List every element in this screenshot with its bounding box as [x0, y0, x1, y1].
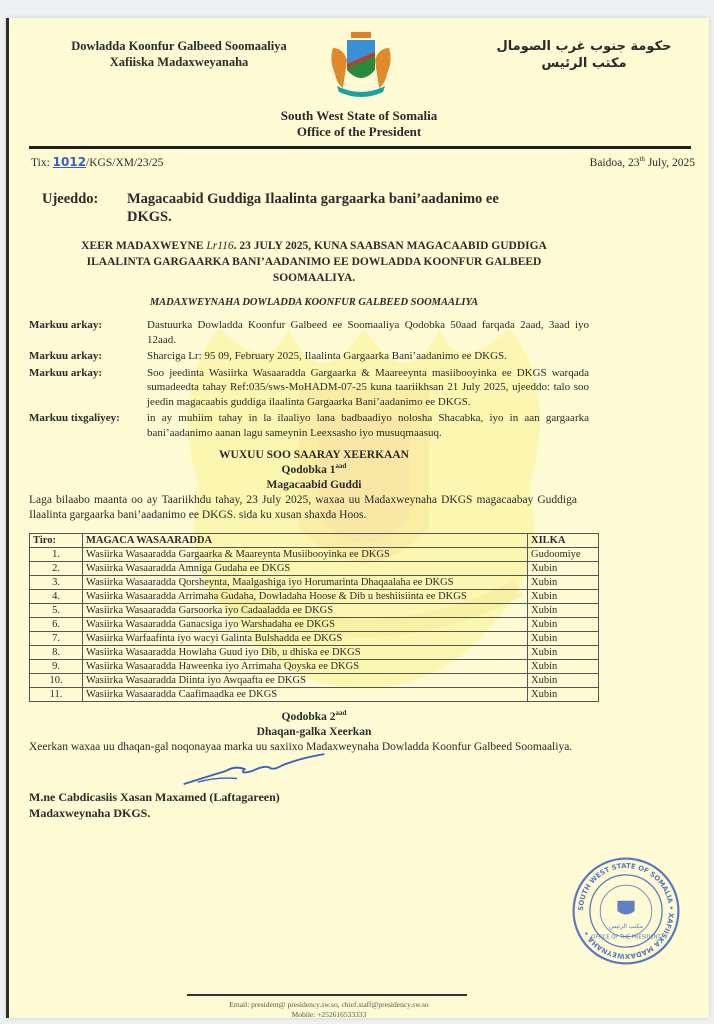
ministry-name: Wasiirka Wasaaradda Howlaha Guud iyo Dib, u dhiska ee DKGS	[83, 646, 528, 660]
reference-number	[31, 155, 163, 169]
row-number: 11.	[30, 688, 83, 702]
member-role: Gudoomiye	[528, 548, 599, 562]
header-left-block	[49, 38, 309, 70]
subject-block	[42, 190, 599, 226]
footer-divider	[187, 994, 467, 996]
header-divider	[29, 146, 691, 149]
table-row	[30, 674, 599, 688]
ministry-name: Wasiirka Wasaaradda Gargaarka & Maareynta Musiibooyinka ee DKGS	[83, 548, 528, 562]
clause-item	[29, 366, 589, 410]
ministry-name: Wasiirka Wasaaradda Amniga Gudaha ee DKGS	[83, 562, 528, 576]
section1-article	[104, 463, 524, 478]
member-role: Xubin	[528, 632, 599, 646]
clause-text: in ay muhiim tahay in la ilaaliyo lana badbaadiyo nolosha Shacabka, iyo in aan gargaarka bani’aadanimo aanan lagu sameynin Leexsasho iyo musuqmaasuq.	[147, 412, 589, 439]
date-rest: July, 2025	[644, 156, 695, 169]
ministry-name: Wasiirka Warfaafinta iyo wacyi Galinta Bulshadda ee DKGS	[83, 632, 528, 646]
ministry-name: Wasiirka Wasaaradda Qorsheynta, Maalgashiga iyo Horumarinta Dhaqaalaha ee DKGS	[83, 576, 528, 590]
section1-body: Laga bilaabo maanta oo ay Taariikhdu tahay, 23 July 2025, waxaa uu Madaxweynaha DKGS magacaabay Guddiga Ilaalinta gargaarka bani’aadanimo ee DKGS. sida ku xusan shaxda Hoos.	[29, 494, 577, 521]
ministry-name: Wasiirka Wasaaradda Garsoorka iyo Cadaaladda ee DKGS	[83, 604, 528, 618]
row-number: 3.	[30, 576, 83, 590]
member-role: Xubin	[528, 618, 599, 632]
document-page	[6, 18, 709, 1018]
document-body	[29, 190, 599, 821]
table-row	[30, 562, 599, 576]
header-state-name: Dowladda Koonfur Galbeed Soomaaliya	[71, 39, 287, 53]
stamp-arabic-text: مكتب الرئيس	[608, 923, 644, 931]
signatory-title: Madaxweynaha DKGS.	[29, 806, 151, 820]
table-row	[30, 632, 599, 646]
reference-suffix: /KGS/XM/23/25	[86, 157, 164, 169]
row-number: 4.	[30, 590, 83, 604]
header-office-name: Xafiiska Madaxweyanaha	[109, 55, 249, 69]
clause-item	[29, 349, 589, 364]
member-role: Xubin	[528, 604, 599, 618]
column-header-number: Tiro:	[30, 534, 83, 548]
clause-text: Dastuurka Dowladda Koonfur Galbeed ee Soomaaliya Qodobka 50aad farqada 2aad, 3aad iyo 12aad.	[147, 319, 589, 346]
date-place: Baidoa, 23	[589, 156, 640, 169]
member-role: Xubin	[528, 660, 599, 674]
header-office-name-english: Office of the President	[296, 124, 422, 139]
clause-label: Markuu arkay:	[29, 366, 103, 379]
decree-title-part3: . 23 JULY 2025, KUNA SAABSAN MAGACAABID GUDDIGA ILAALINTA GARGAARKA BANI’AADANIMO EE DOWLADDA KOONFUR GALBEED SOOMAALIYA.	[86, 240, 547, 284]
clause-label: Markuu tixgaliyey:	[29, 412, 120, 424]
subject-text: Magacaabid Guddiga Ilaalinta gargaarka bani’aadanimo ee DKGS.	[127, 191, 499, 225]
footer-mobile: Mobile: +252616533333	[291, 1010, 367, 1018]
clause-label: Markuu arkay:	[29, 350, 103, 362]
article-number: Qodobka 2	[281, 711, 336, 723]
decree-number: Lr116	[206, 240, 234, 252]
stamp-ring-text: SOUTH WEST STATE OF SOMALIA • XAFIISKA MADAXWEYNAHA •	[576, 861, 676, 961]
article-number: Qodobka 1	[281, 464, 336, 476]
stamp-inner-text: OFFICE OF THE PRESIDENT	[591, 934, 661, 941]
member-role: Xubin	[528, 562, 599, 576]
member-role: Xubin	[528, 576, 599, 590]
table-row	[30, 688, 599, 702]
table-header-row	[30, 534, 599, 548]
row-number: 9.	[30, 660, 83, 674]
table-row	[30, 548, 599, 562]
article-suffix: aad	[335, 709, 347, 718]
row-number: 5.	[30, 604, 83, 618]
row-number: 2.	[30, 562, 83, 576]
signature-area	[29, 755, 599, 789]
clause-text: Sharciga Lr: 95 09, February 2025, Ilaalinta Gargaarka Bani’aadanimo ee DKGS.	[147, 350, 507, 362]
decree-title	[54, 238, 574, 286]
footer-email: Email: president@ presidency.sw.so, chief.staff@presidency.sw.so	[229, 1000, 429, 1009]
section2-title: Dhaqan-galka Xeerkan	[256, 726, 372, 738]
date-suffix: th	[639, 155, 645, 163]
coat-of-arms-icon	[327, 30, 395, 100]
signatory-name: M.ne Cabdicasiis Xasan Maxamed (Laftagareen)	[29, 790, 280, 804]
section2-article	[104, 710, 524, 725]
row-number: 7.	[30, 632, 83, 646]
member-role: Xubin	[528, 688, 599, 702]
clause-label: Markuu arkay:	[29, 319, 103, 331]
signature-scribble-icon	[179, 751, 329, 791]
ministry-name: Wasiirka Wasaaradda Caafimaadka ee DKGS	[83, 688, 528, 702]
header-state-name-arabic: حكومة جنوب غرب الصومال	[496, 39, 672, 54]
president-line: MADAXWEYNAHA DOWLADDA KOONFUR GALBEED SOOMAALIYA	[149, 297, 479, 308]
row-number: 8.	[30, 646, 83, 660]
header-right-block-arabic	[469, 38, 699, 72]
row-number: 10.	[30, 674, 83, 688]
section1-heading-block	[104, 448, 524, 493]
table-row	[30, 604, 599, 618]
section1-heading: WUXUU SOO SAARAY XEERKAAN	[219, 449, 409, 461]
clause-item	[29, 318, 589, 347]
table-row	[30, 660, 599, 674]
article-suffix: aad	[335, 462, 347, 471]
member-role: Xubin	[528, 674, 599, 688]
official-stamp-icon	[571, 856, 681, 966]
ministry-name: Wasiirka Wasaaradda Arrimaha Gudaha, Dowladaha Hoose & Dib u heshiisiinta ee DKGS	[83, 590, 528, 604]
header-center-block	[189, 108, 529, 140]
ministry-name: Wasiirka Wasaaradda Diinta iyo Awqaafta ee DKGS	[83, 674, 528, 688]
column-header-ministry: MAGACA WASAARADDA	[83, 534, 528, 548]
table-row	[30, 618, 599, 632]
clause-item	[29, 411, 589, 440]
header-state-name-english: South West State of Somalia	[280, 108, 438, 123]
table-row	[30, 646, 599, 660]
member-role: Xubin	[528, 646, 599, 660]
header-office-name-arabic: مكتب الرئيس	[541, 56, 627, 71]
reference-prefix: Tix:	[31, 157, 50, 169]
row-number: 6.	[30, 618, 83, 632]
handwritten-reference-number: 1012	[52, 155, 87, 169]
section1-title: Magacaabid Guddi	[266, 479, 362, 491]
ministry-name: Wasiirka Wasaaradda Ganacsiga iyo Warshadaha ee DKGS	[83, 618, 528, 632]
committee-table	[29, 533, 599, 702]
decree-title-part1: XEER MADAXWEYNE	[81, 240, 207, 252]
table-row	[30, 590, 599, 604]
signatory-block	[29, 789, 599, 821]
member-role: Xubin	[528, 590, 599, 604]
section2-body: Xeerkan waxaa uu dhaqan-gal noqonayaa marka uu saxiixo Madaxweynaha Dowladda Koonfur Galbeed Soomaaliya.	[29, 741, 573, 753]
column-header-role: XILKA	[528, 534, 599, 548]
ministry-name: Wasiirka Wasaaradda Haweenka iyo Arrimaha Qoyska ee DKGS	[83, 660, 528, 674]
section2-heading-block	[104, 710, 524, 740]
table-row	[30, 576, 599, 590]
document-date	[590, 155, 695, 169]
footer-contact	[159, 1000, 499, 1018]
subject-label: Ujeeddo:	[42, 191, 99, 207]
clause-text: Soo jeedinta Wasiirka Wasaaradda Gargaarka & Maareeynta masiibooyinka ee DKGS warqada sumadeedta tahay Ref:035/sws-MoHADM-07-25 kuna taariikhsan 21 July 2025, ujeeddo: talo soo jeedin magacaabis guddiga ilaalinta Gargaarka Bani’aadanimo ee DKGS.	[147, 366, 589, 408]
row-number: 1.	[30, 548, 83, 562]
